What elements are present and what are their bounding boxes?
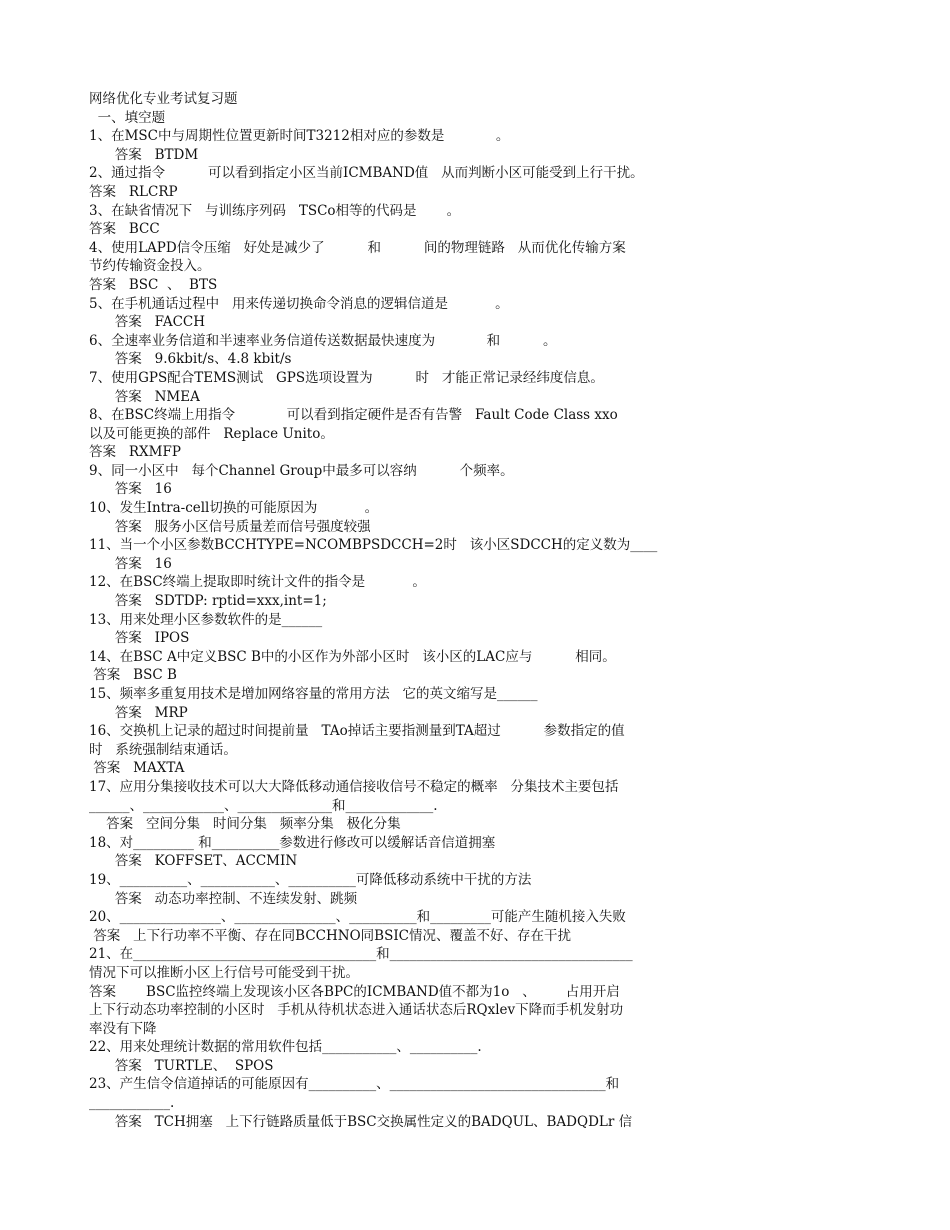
text-line: 答案 16 (89, 481, 172, 498)
text-line: 答案 9.6kbit/s、4.8 kbit/s (89, 351, 292, 368)
text-line: 率没有下降 (89, 1020, 157, 1037)
text-line: 答案 MAXTA (89, 760, 185, 777)
text-line: 答案 BCC (89, 221, 160, 238)
text-line: 答案 KOFFSET、ACCMIN (89, 853, 298, 870)
text-line: 一、填空题 (89, 109, 166, 126)
text-line: 13、用来处理小区参数软件的是______ (89, 611, 323, 628)
text-line: 答案 BSC B (89, 667, 177, 684)
text-line: 16、交换机上记录的超过时间提前量 TAo掉话主要指测量到TA超过 参数指定的值 (89, 723, 625, 740)
text-line: 10、发生Intra-cell切换的可能原因为 。 (89, 500, 379, 517)
text-line: 答案 MRP (89, 704, 188, 721)
text-line: ____________. (89, 1095, 175, 1112)
text-line: 上下行动态功率控制的小区时 手机从待机状态进入通话状态后RQxlev下降而手机发射功 (89, 1002, 624, 1019)
text-line: 12、在BSC终端上提取即时统计文件的指令是 。 (89, 574, 426, 591)
text-line: 15、频率多重复用技术是增加网络容量的常用方法 它的英文缩写是______ (89, 686, 538, 702)
text-line: 19、__________、___________、__________可降低移动系统中干扰的方法 (89, 871, 532, 888)
text-line: 1、在MSC中与周期性位置更新时间T3212相对应的参数是 。 (89, 128, 510, 145)
text-line: 答案 TCH拥塞 上下行链路质量低于BSC交换属性定义的BADQUL、BADQDLr 信 (89, 1113, 633, 1130)
text-line: 答案 FACCH (89, 314, 205, 331)
text-line: 4、使用LAPD信令压缩 好处是减少了 和 间的物理链路 从而优化传输方案 (89, 239, 626, 256)
text-line: 情况下可以推断小区上行信号可能受到干扰。 (89, 964, 359, 981)
text-line: ______、____________、______________和_____________. (89, 797, 438, 814)
text-line: 5、在手机通话过程中 用来传递切换命令消息的逻辑信道是 。 (89, 295, 509, 312)
text-line: 14、在BSC A中定义BSC B中的小区作为外部小区时 该小区的LAC应与 相同。 (89, 648, 616, 665)
text-line: 节约传输资金投入。 (89, 258, 211, 275)
document-title: 网络优化专业考试复习题 (89, 91, 238, 107)
text-line: 8、在BSC终端上用指令 可以看到指定硬件是否有告警 Fault Code Class xxo (89, 407, 618, 424)
text-line: 答案 BTDM (89, 146, 199, 163)
text-line: 18、对_________ 和__________参数进行修改可以缓解话音信道拥塞 (89, 834, 496, 851)
text-line: 7、使用GPS配合TEMS测试 GPS选项设置为 时 才能正常记录经纬度信息。 (89, 369, 604, 386)
text-line: 答案 BSC 、 BTS (89, 276, 218, 293)
text-line: 答案 RLCRP (89, 183, 178, 200)
text-line: 答案 上下行功率不平衡、存在同BCCHNO同BSIC情况、覆盖不好、存在干扰 (89, 927, 571, 944)
text-line: 11、当一个小区参数BCCHTYPE=NCOMBPSDCCH=2时 该小区SDCCH的定义数为____ (89, 537, 658, 554)
text-line: 答案 16 (89, 555, 172, 572)
text-line: 6、全速率业务信道和半速率业务信道传送数据最快速度为 和 。 (89, 332, 557, 349)
text-line: 答案 SDTDP: rptid=xxx,int=1; (89, 593, 327, 610)
text-line: 21、在____________________________________和____________________________________ (89, 946, 633, 963)
text-line: 23、产生信令信道掉话的可能原因有__________、________________________________和 (89, 1076, 620, 1093)
text-line: 9、同一小区中 每个Channel Group中最多可以容纳 个频率。 (89, 462, 514, 479)
text-line: 22、用来处理统计数据的常用软件包括___________、__________. (89, 1039, 482, 1056)
text-line: 以及可能更换的部件 Replace Unito。 (89, 425, 334, 442)
text-line: 答案 BSC监控终端上发现该小区各BPC的ICMBAND值不都为1o 、 占用开启 (89, 983, 620, 1000)
document-page (89, 90, 739, 1131)
text-line: 答案 IPOS (89, 630, 190, 647)
text-line: 2、通过指令 可以看到指定小区当前ICMBAND值 从而判断小区可能受到上行干扰。 (89, 165, 644, 182)
text-line: 答案 服务小区信号质量差而信号强度较强 (89, 518, 371, 535)
document-body (89, 109, 739, 1132)
text-line: 20、_______________、_______________、__________和_________可能产生随机接入失败 (89, 909, 626, 926)
text-line: 3、在缺省情况下 与训练序列码 TSCo相等的代码是 。 (89, 202, 461, 219)
text-line: 答案 RXMFP (89, 444, 181, 461)
text-line: 17、应用分集接收技术可以大大降低移动通信接收信号不稳定的概率 分集技术主要包括 (89, 778, 619, 795)
text-line: 答案 NMEA (89, 388, 200, 405)
text-line: 答案 动态功率控制、不连续发射、跳频 (89, 890, 358, 907)
text-line: 答案 TURTLE、 SPOS (89, 1057, 274, 1074)
text-line: 时 系统强制结束通话。 (89, 741, 237, 758)
text-line: 答案 空间分集 时间分集 频率分集 极化分集 (89, 816, 401, 833)
